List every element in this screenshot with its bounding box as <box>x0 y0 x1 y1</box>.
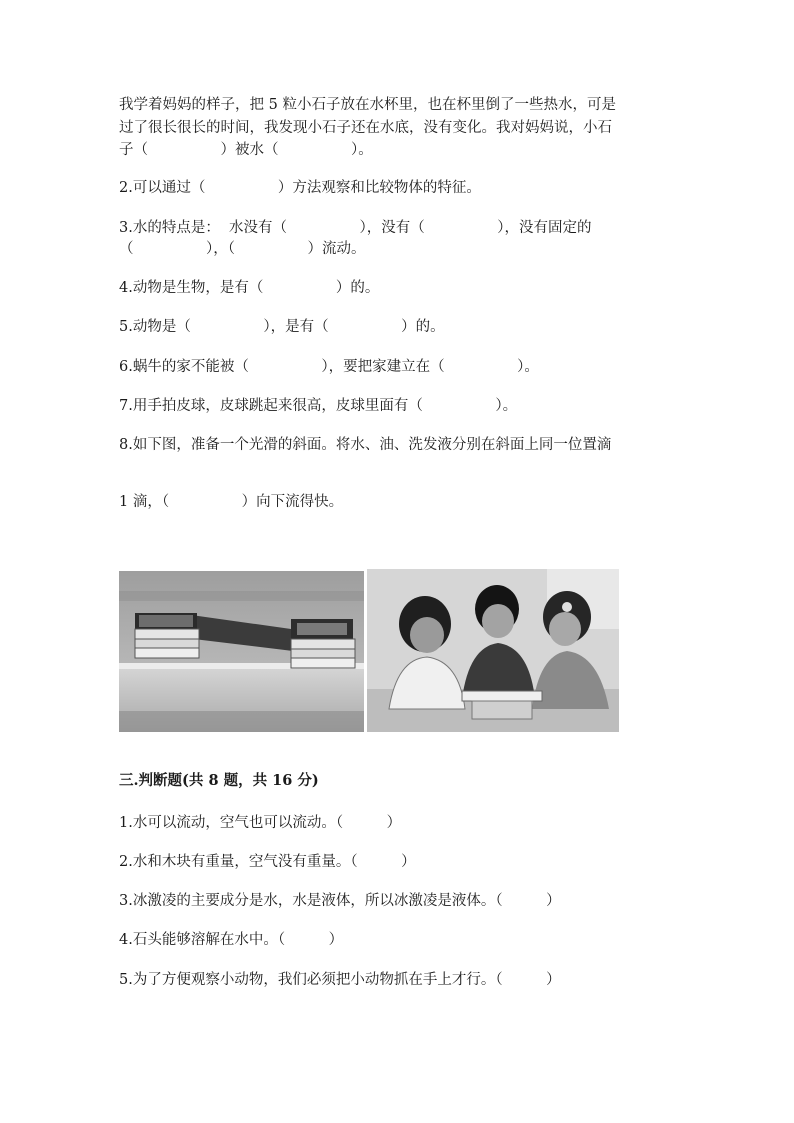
slope-photo <box>119 571 364 732</box>
question-8-line-2: 1 滴，（ ）向下流得快。 <box>119 494 344 510</box>
children-photo <box>367 569 619 732</box>
question-7: 7.用手拍皮球，皮球跳起来很高，皮球里面有（ ）。 <box>119 398 518 414</box>
question-1-line-3: 子（ ）被水（ ）。 <box>119 142 373 158</box>
question-4: 4.动物是生物，是有（ ）的。 <box>119 280 380 296</box>
question-5: 5.动物是（ ），是有（ ）的。 <box>119 319 445 335</box>
question-6: 6.蜗牛的家不能被（ ），要把家建立在（ ）。 <box>119 359 539 375</box>
question-1-line-2: 过了很长很长的时间，我发现小石子还在水底，没有变化。我对妈妈说，小石 <box>119 120 612 136</box>
section-heading: 三.判断题(共 8 题，共 16 分) <box>119 772 319 789</box>
judge-question-5: 5.为了方便观察小动物，我们必须把小动物抓在手上才行。（ ） <box>119 972 561 988</box>
question-8-line-1: 8.如下图，准备一个光滑的斜面。将水、油、洗发液分别在斜面上同一位置滴 <box>119 437 612 453</box>
question-3-line-2: （ ），（ ）流动。 <box>119 241 366 257</box>
question-1-line-1: 我学着妈妈的样子，把 5 粒小石子放在水杯里，也在杯里倒了一些热水，可是 <box>119 97 616 113</box>
judge-question-4: 4.石头能够溶解在水中。（ ） <box>119 932 344 948</box>
judge-question-2: 2.水和木块有重量，空气没有重量。（ ） <box>119 854 416 870</box>
judge-question-3: 3.冰激凌的主要成分是水，水是液体，所以冰激凌是液体。（ ） <box>119 893 561 909</box>
question-3-line-1: 3.水的特点是： 水没有（ ），没有（ ），没有固定的 <box>119 220 592 236</box>
question-2: 2.可以通过（ ）方法观察和比较物体的特征。 <box>119 180 481 196</box>
judge-question-1: 1.水可以流动，空气也可以流动。（ ） <box>119 815 402 831</box>
